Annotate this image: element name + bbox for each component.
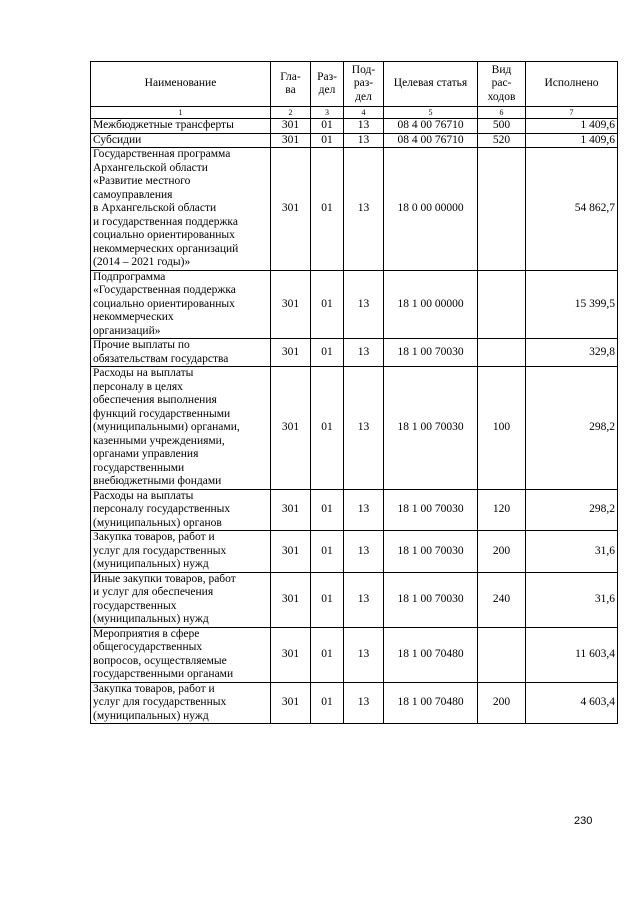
row-vid: 200 bbox=[478, 682, 526, 724]
row-statya: 18 1 00 70030 bbox=[384, 572, 478, 627]
header-statya: Целевая статья bbox=[384, 62, 478, 107]
table-row bbox=[91, 119, 618, 134]
row-name: Закупка товаров, работ и услуг для государственных (муниципальных) нужд bbox=[91, 531, 271, 573]
row-podrazdel: 13 bbox=[344, 133, 384, 148]
row-statya: 18 1 00 70030 bbox=[384, 489, 478, 531]
row-podrazdel: 13 bbox=[344, 270, 384, 339]
header-podrazdel: Под- раз- дел bbox=[344, 62, 384, 107]
row-name: Мероприятия в сфере общегосударственных вопросов, осуществляемые государственными органами bbox=[91, 627, 271, 682]
row-razdel: 01 bbox=[311, 148, 344, 271]
row-razdel: 01 bbox=[311, 119, 344, 134]
row-ispolneno: 298,2 bbox=[526, 489, 618, 531]
row-name: Закупка товаров, работ и услуг для государственных (муниципальных) нужд bbox=[91, 682, 271, 724]
column-number: 7 bbox=[526, 107, 618, 119]
budget-table bbox=[90, 61, 618, 724]
row-podrazdel: 13 bbox=[344, 572, 384, 627]
row-ispolneno: 31,6 bbox=[526, 572, 618, 627]
row-name: Расходы на выплаты персоналу в целях обеспечения выполнения функций государственными (муниципальными) органами, казенными учреждениями, органами управления государственными внебюджетными фондами bbox=[91, 367, 271, 490]
row-razdel: 01 bbox=[311, 531, 344, 573]
header-name: Наименование bbox=[91, 62, 271, 107]
row-razdel: 01 bbox=[311, 270, 344, 339]
row-razdel: 01 bbox=[311, 489, 344, 531]
row-podrazdel: 13 bbox=[344, 367, 384, 490]
table-row bbox=[91, 627, 618, 682]
row-glava: 301 bbox=[271, 339, 311, 367]
table-row bbox=[91, 270, 618, 339]
row-glava: 301 bbox=[271, 682, 311, 724]
row-podrazdel: 13 bbox=[344, 339, 384, 367]
row-name: Государственная программа Архангельской области «Развитие местного самоуправления в Архангельской области и государственная поддержка социально ориентированных некоммерческих организаций (2014 – 2021 годы)» bbox=[91, 148, 271, 271]
header-ispolneno: Исполнено bbox=[526, 62, 618, 107]
row-name: Прочие выплаты по обязательствам государства bbox=[91, 339, 271, 367]
row-glava: 301 bbox=[271, 531, 311, 573]
row-podrazdel: 13 bbox=[344, 489, 384, 531]
row-razdel: 01 bbox=[311, 627, 344, 682]
row-razdel: 01 bbox=[311, 133, 344, 148]
row-vid bbox=[478, 339, 526, 367]
row-statya: 18 1 00 70480 bbox=[384, 682, 478, 724]
page-number: 230 bbox=[574, 815, 593, 827]
row-vid bbox=[478, 270, 526, 339]
row-glava: 301 bbox=[271, 119, 311, 134]
row-glava: 301 bbox=[271, 367, 311, 490]
column-number: 1 bbox=[91, 107, 271, 119]
row-name: Субсидии bbox=[91, 133, 271, 148]
table-row bbox=[91, 339, 618, 367]
row-ispolneno: 31,6 bbox=[526, 531, 618, 573]
row-vid: 520 bbox=[478, 133, 526, 148]
row-glava: 301 bbox=[271, 270, 311, 339]
row-name: Подпрограмма «Государственная поддержка социально ориентированных некоммерческих организаций» bbox=[91, 270, 271, 339]
row-statya: 18 1 00 00000 bbox=[384, 270, 478, 339]
table-row bbox=[91, 489, 618, 531]
row-glava: 301 bbox=[271, 572, 311, 627]
row-statya: 18 0 00 00000 bbox=[384, 148, 478, 271]
header-vid: Вид рас- ходов bbox=[478, 62, 526, 107]
row-ispolneno: 1 409,6 bbox=[526, 119, 618, 134]
row-vid: 500 bbox=[478, 119, 526, 134]
table-body bbox=[91, 119, 618, 724]
row-vid bbox=[478, 627, 526, 682]
row-razdel: 01 bbox=[311, 682, 344, 724]
row-ispolneno: 298,2 bbox=[526, 367, 618, 490]
table-row bbox=[91, 531, 618, 573]
column-numbers-row bbox=[91, 107, 618, 119]
row-statya: 18 1 00 70030 bbox=[384, 367, 478, 490]
column-number: 6 bbox=[478, 107, 526, 119]
row-podrazdel: 13 bbox=[344, 682, 384, 724]
row-podrazdel: 13 bbox=[344, 531, 384, 573]
row-glava: 301 bbox=[271, 148, 311, 271]
row-ispolneno: 11 603,4 bbox=[526, 627, 618, 682]
table-row bbox=[91, 572, 618, 627]
row-vid: 100 bbox=[478, 367, 526, 490]
table-row bbox=[91, 682, 618, 724]
header-razdel: Раз- дел bbox=[311, 62, 344, 107]
row-glava: 301 bbox=[271, 627, 311, 682]
row-razdel: 01 bbox=[311, 367, 344, 490]
column-number: 3 bbox=[311, 107, 344, 119]
row-name: Иные закупки товаров, работ и услуг для обеспечения государственных (муниципальных) нужд bbox=[91, 572, 271, 627]
row-ispolneno: 4 603,4 bbox=[526, 682, 618, 724]
row-ispolneno: 15 399,5 bbox=[526, 270, 618, 339]
row-ispolneno: 54 862,7 bbox=[526, 148, 618, 271]
row-vid: 200 bbox=[478, 531, 526, 573]
column-number: 4 bbox=[344, 107, 384, 119]
table-row bbox=[91, 133, 618, 148]
row-podrazdel: 13 bbox=[344, 148, 384, 271]
row-razdel: 01 bbox=[311, 339, 344, 367]
row-podrazdel: 13 bbox=[344, 119, 384, 134]
row-vid: 240 bbox=[478, 572, 526, 627]
row-podrazdel: 13 bbox=[344, 627, 384, 682]
column-number: 2 bbox=[271, 107, 311, 119]
row-vid bbox=[478, 148, 526, 271]
header-glava: Гла- ва bbox=[271, 62, 311, 107]
row-name: Расходы на выплаты персоналу государственных (муниципальных) органов bbox=[91, 489, 271, 531]
row-ispolneno: 1 409,6 bbox=[526, 133, 618, 148]
column-number: 5 bbox=[384, 107, 478, 119]
header-row bbox=[91, 62, 618, 107]
row-statya: 08 4 00 76710 bbox=[384, 133, 478, 148]
row-ispolneno: 329,8 bbox=[526, 339, 618, 367]
row-statya: 18 1 00 70480 bbox=[384, 627, 478, 682]
row-name: Межбюджетные трансферты bbox=[91, 119, 271, 134]
row-glava: 301 bbox=[271, 133, 311, 148]
row-statya: 18 1 00 70030 bbox=[384, 531, 478, 573]
row-glava: 301 bbox=[271, 489, 311, 531]
table-row bbox=[91, 148, 618, 271]
table-row bbox=[91, 367, 618, 490]
row-razdel: 01 bbox=[311, 572, 344, 627]
row-statya: 18 1 00 70030 bbox=[384, 339, 478, 367]
row-vid: 120 bbox=[478, 489, 526, 531]
row-statya: 08 4 00 76710 bbox=[384, 119, 478, 134]
